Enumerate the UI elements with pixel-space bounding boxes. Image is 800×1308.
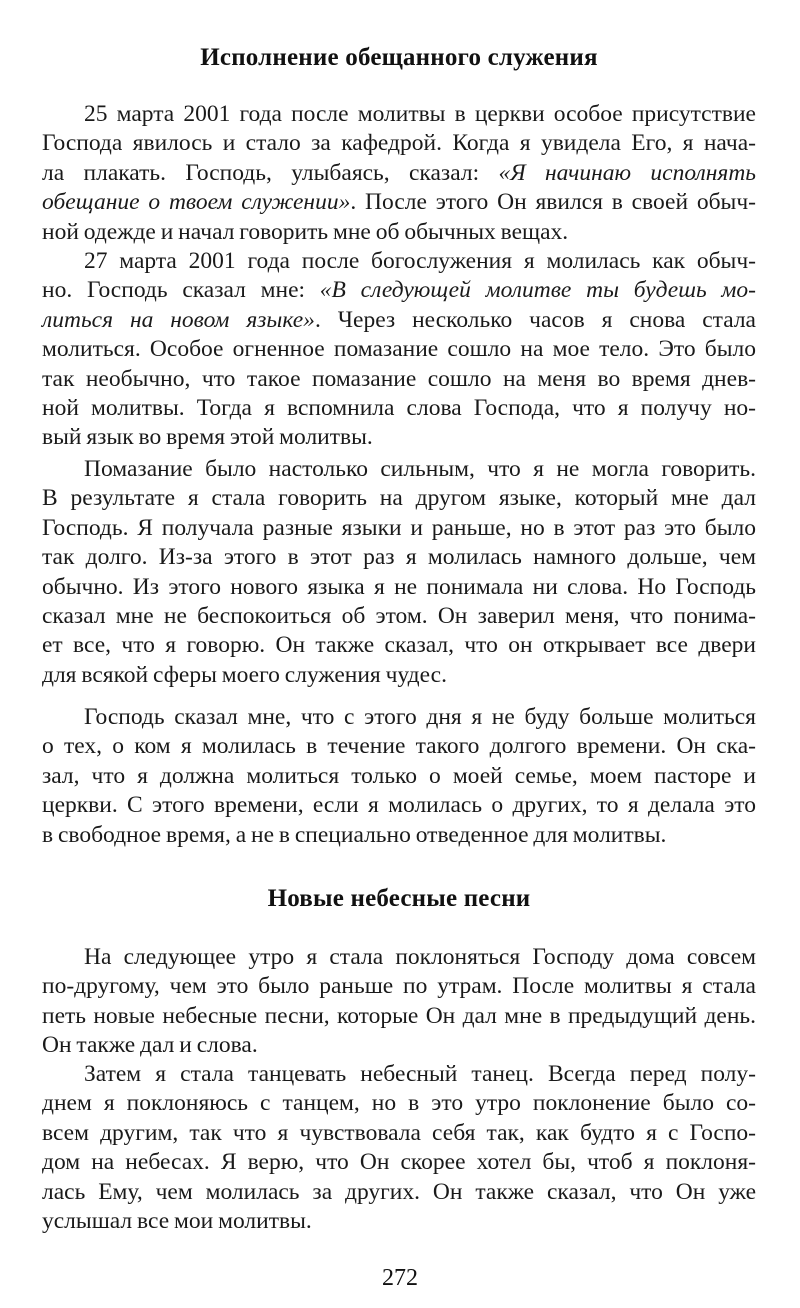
text-run: всем другим, так что я чувствовала себя так, как будто я с Госпо- <box>42 1119 756 1146</box>
text-run: 27 марта 2001 года после богослужения я молилась как обыч- <box>84 248 756 274</box>
text-run: обычно. Из этого нового языка я не понимала ни слова. Но Господь <box>42 573 756 600</box>
text-run: услышал все мои молитвы. <box>42 1207 312 1234</box>
text-line <box>42 306 756 335</box>
text-run: по-другому, чем это было раньше по утрам. После молитвы я стала <box>42 973 756 1000</box>
text-line <box>42 159 756 188</box>
text-line <box>42 394 756 423</box>
text-run: . Через несколько часов я снова стала <box>314 306 756 333</box>
text-run: сказал мне не беспокоиться об этом. Он заверил меня, что понима- <box>42 602 756 629</box>
text-line <box>42 821 756 850</box>
text-run: Помазание было настолько сильным, что я не могла говорить. <box>84 456 756 482</box>
text-run: Затем я стала танцевать небесный танец. Всегда перед полу- <box>84 1061 756 1087</box>
italic-quote: обещание о твоем служении» <box>42 189 351 216</box>
text-line <box>42 943 756 972</box>
text-line <box>42 514 756 543</box>
text-run: днем я поклоняюсь с танцем, но в это утро поклонение было со- <box>42 1090 756 1117</box>
text-run: но. Господь сказал мне: <box>42 277 320 304</box>
section-heading: Исполнение обещанного служения <box>200 44 598 71</box>
italic-quote: «В следующей молитве ты будешь мо- <box>319 277 756 304</box>
text-run: Господа явилось и стало за кафедрой. Когда я увидела Его, я нача- <box>42 130 756 157</box>
text-line <box>42 1148 756 1177</box>
text-run: дом на небесах. Я верю, что Он скорее хотел бы, чтоб я поклоня- <box>42 1149 756 1176</box>
text-line <box>42 631 756 660</box>
text-line <box>42 661 756 690</box>
text-line <box>42 423 756 452</box>
text-run: ет все, что я говорю. Он также сказал, что он открывает все двери <box>42 632 756 659</box>
text-line <box>42 247 756 276</box>
paragraph <box>42 1060 756 1236</box>
text-run: вый язык во время этой молитвы. <box>42 424 373 451</box>
text-line <box>42 218 756 247</box>
text-run: зал, что я должна молиться только о моей семье, моем пасторе и <box>42 762 756 789</box>
italic-quote: литься на новом языке» <box>42 306 315 333</box>
paragraph <box>42 703 756 850</box>
text-line <box>42 365 756 394</box>
text-run: В результате я стала говорить на другом языке, который мне дал <box>42 485 756 512</box>
italic-quote: «Я начинаю исполнять <box>498 159 757 186</box>
text-line <box>42 100 756 129</box>
paragraph <box>42 100 756 247</box>
text-run: Господь сказал мне, что с этого дня я не буду больше молиться <box>84 704 756 730</box>
text-line <box>42 602 756 631</box>
text-run: лась Ему, чем молилась за других. Он также сказал, что Он уже <box>42 1178 756 1205</box>
text-line <box>42 762 756 791</box>
text-line <box>42 972 756 1001</box>
text-line <box>42 1207 756 1236</box>
text-run: молиться. Особое огненное помазание сошло на мое тело. Это было <box>42 336 756 363</box>
text-run: На следующее утро я стала поклоняться Господу дома совсем <box>84 944 756 970</box>
text-line <box>42 1031 756 1060</box>
text-run: ла плакать. Господь, улыбаясь, сказал: <box>42 159 499 186</box>
text-line <box>42 484 756 513</box>
text-run: так долго. Из-за этого в этот раз я молилась намного дольше, чем <box>42 544 756 571</box>
text-line <box>42 455 756 484</box>
section-heading: Новые небесные песни <box>267 885 531 912</box>
paragraph <box>42 455 756 690</box>
text-run: так необычно, что такое помазание сошло на меня во время днев- <box>42 365 756 392</box>
text-line <box>42 1089 756 1118</box>
text-run: 25 марта 2001 года после молитвы в церкви особое присутствие <box>84 101 756 127</box>
text-line <box>42 129 756 158</box>
text-run: для всякой сферы моего служения чудес. <box>42 661 447 688</box>
text-line <box>42 732 756 761</box>
paragraph <box>42 943 756 1061</box>
text-line <box>42 573 756 602</box>
text-line <box>42 703 756 732</box>
text-line <box>42 791 756 820</box>
text-line <box>42 1119 756 1148</box>
page-number: 272 <box>382 1265 418 1291</box>
text-line <box>42 276 756 305</box>
text-run: петь новые небесные песни, которые Он дал мне в предыдущий день. <box>42 1002 756 1029</box>
text-run: в свободное время, а не в специально отведенное для молитвы. <box>42 821 667 848</box>
text-line <box>42 543 756 572</box>
text-line <box>42 1060 756 1089</box>
text-run: ной одежде и начал говорить мне об обычных вещах. <box>42 218 569 245</box>
text-line <box>42 335 756 364</box>
paragraph <box>42 247 756 453</box>
text-run: Господь. Я получала разные языки и раньше, но в этот раз это было <box>42 514 756 541</box>
text-run: о тех, о ком я молилась в течение такого долгого времени. Он ска- <box>42 733 756 760</box>
text-line <box>42 1002 756 1031</box>
text-line <box>42 1178 756 1207</box>
text-run: Он также дал и слова. <box>42 1032 258 1059</box>
text-run: церкви. С этого времени, если я молилась о других, то я делала это <box>42 792 756 819</box>
text-run: ной молитвы. Тогда я вспомнила слова Господа, что я получу но- <box>42 394 756 421</box>
text-line <box>42 188 756 217</box>
text-run: . После этого Он явился в своей обыч- <box>350 189 756 216</box>
